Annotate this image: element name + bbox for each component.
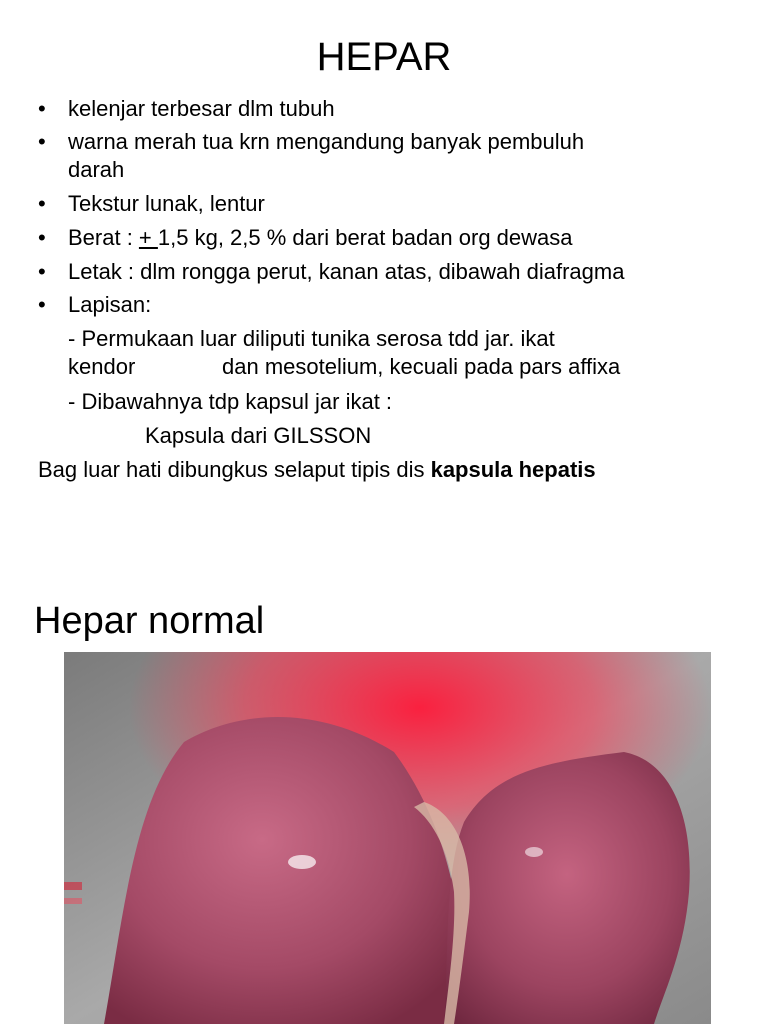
- photo-heading: Hepar normal: [34, 600, 265, 642]
- weight-value: 1,5 kg, 2,5 % dari berat badan org dewasa: [157, 225, 573, 250]
- bullet-item-6: Lapisan:: [68, 292, 152, 317]
- bullet-marker: •: [38, 191, 46, 216]
- summary-bold: kapsula hepatis: [430, 457, 596, 482]
- bullet-marker: •: [38, 129, 46, 154]
- lapisan-sub-1-line-2a: kendor: [68, 354, 136, 379]
- lapisan-sub-2-detail: Kapsula dari GILSSON: [145, 423, 372, 448]
- bullet-marker: •: [38, 259, 46, 284]
- plus-minus-sign: +: [138, 225, 158, 250]
- summary-line: [38, 455, 596, 484]
- lapisan-sub-1-line-2b: dan mesotelium, kecuali pada pars affixa: [222, 354, 621, 379]
- bullet-item-5: Letak : dlm rongga perut, kanan atas, dibawah diafragma: [68, 259, 625, 284]
- bullet-marker: •: [38, 292, 46, 317]
- bullet-marker: •: [38, 225, 46, 250]
- bullet-item-2-line-2: darah: [68, 157, 125, 182]
- page-title: HEPAR: [316, 35, 452, 79]
- liver-photo: [64, 652, 711, 1024]
- bullet-item-2-line-1: warna merah tua krn mengandung banyak pembuluh: [68, 129, 585, 154]
- bullet-item-4: [68, 223, 573, 252]
- bullet-item-3: Tekstur lunak, lentur: [68, 191, 265, 216]
- lapisan-sub-1-line-1: - Permukaan luar diliputi tunika serosa tdd jar. ikat: [68, 326, 555, 351]
- bullet-item-1: kelenjar terbesar dlm tubuh: [68, 96, 335, 121]
- weight-label: Berat :: [68, 225, 139, 250]
- summary-text: Bag luar hati dibungkus selaput tipis dis: [38, 457, 431, 482]
- bullet-marker: •: [38, 96, 46, 121]
- lapisan-sub-2: - Dibawahnya tdp kapsul jar ikat :: [68, 389, 393, 414]
